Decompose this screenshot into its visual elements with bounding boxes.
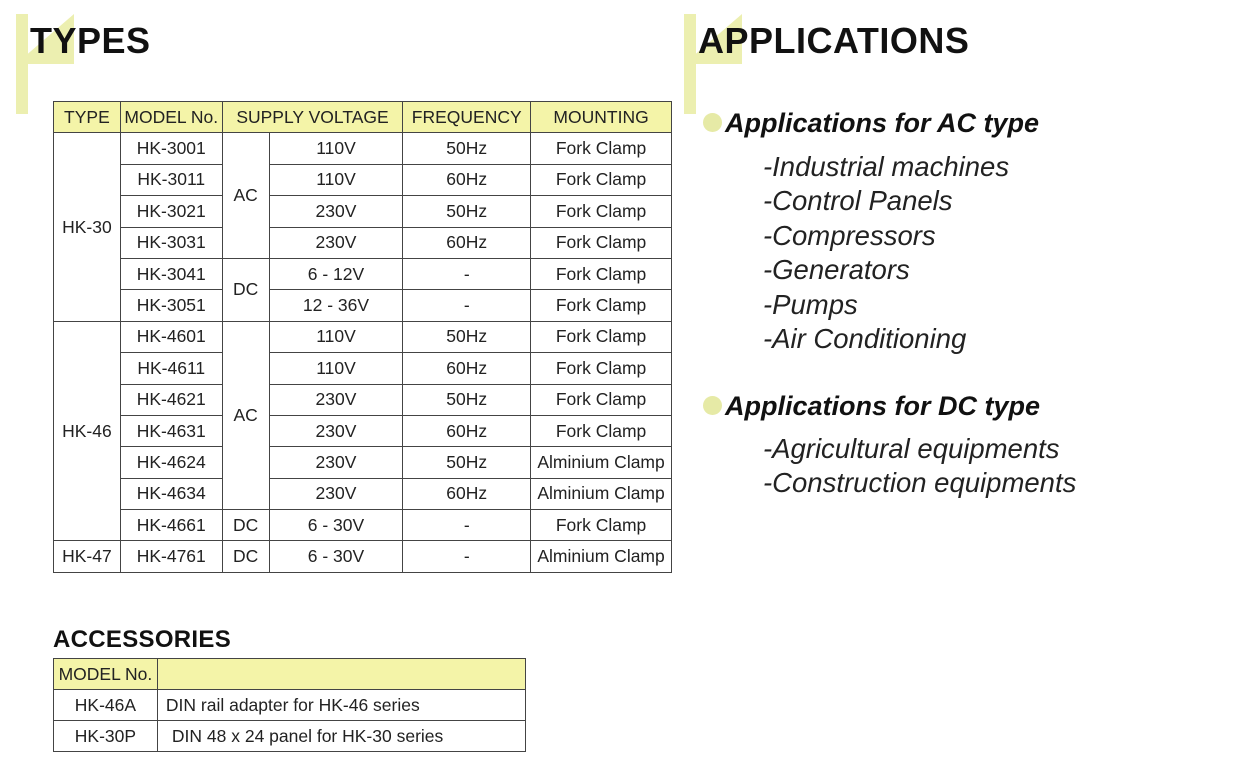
list-item: -Pumps — [763, 288, 858, 320]
voltage-cell: 110V — [269, 321, 403, 352]
voltage-cell: 230V — [269, 196, 403, 227]
table-row — [54, 290, 672, 321]
table-row — [54, 133, 672, 164]
list-item: -Construction equipments — [763, 467, 1077, 499]
voltage-cell: 230V — [269, 227, 403, 258]
table-row — [54, 384, 672, 415]
voltage-cell: 110V — [269, 164, 403, 195]
supply-cell: AC — [222, 133, 269, 259]
mounting-cell: Fork Clamp — [531, 415, 672, 446]
mounting-cell: Fork Clamp — [531, 353, 672, 384]
col-header-frequency: FREQUENCY — [403, 102, 531, 133]
model-cell: HK-3011 — [120, 164, 222, 195]
table-row — [54, 196, 672, 227]
supply-cell: AC — [222, 321, 269, 509]
bullet-icon — [703, 113, 722, 132]
model-cell: HK-3051 — [120, 290, 222, 321]
acc-col-header-description — [157, 659, 525, 690]
voltage-cell: 6 - 30V — [269, 541, 403, 572]
frequency-cell: 60Hz — [403, 164, 531, 195]
supply-cell: DC — [222, 510, 269, 541]
voltage-cell: 230V — [269, 447, 403, 478]
voltage-cell: 12 - 36V — [269, 290, 403, 321]
voltage-cell: 6 - 30V — [269, 510, 403, 541]
model-cell: HK-4631 — [120, 415, 222, 446]
model-cell: HK-4621 — [120, 384, 222, 415]
applications-dc-title — [703, 391, 1040, 422]
acc-description-cell: DIN 48 x 24 panel for HK-30 series — [157, 721, 525, 752]
col-header-mounting: MOUNTING — [531, 102, 672, 133]
col-header-supply-voltage: SUPPLY VOLTAGE — [222, 102, 403, 133]
accessories-heading: ACCESSORIES — [53, 626, 232, 653]
mounting-cell: Fork Clamp — [531, 290, 672, 321]
table-row — [54, 227, 672, 258]
mounting-cell: Fork Clamp — [531, 133, 672, 164]
bullet-icon — [703, 396, 722, 415]
heading-bar-decoration — [16, 14, 28, 114]
table-row — [54, 164, 672, 195]
model-cell: HK-3001 — [120, 133, 222, 164]
frequency-cell: 50Hz — [403, 384, 531, 415]
acc-model-cell: HK-30P — [54, 721, 158, 752]
frequency-cell: 60Hz — [403, 353, 531, 384]
applications-ac-title-text: Applications for AC type — [725, 108, 1040, 138]
list-item: -Compressors — [763, 219, 936, 251]
voltage-cell: 230V — [269, 415, 403, 446]
voltage-cell: 230V — [269, 478, 403, 509]
model-cell: HK-3031 — [120, 227, 222, 258]
mounting-cell: Alminium Clamp — [531, 541, 672, 572]
voltage-cell: 110V — [269, 133, 403, 164]
applications-ac-title — [703, 108, 1039, 139]
acc-col-header-model: MODEL No. — [54, 659, 158, 690]
mounting-cell: Fork Clamp — [531, 321, 672, 352]
list-item: -Generators — [763, 254, 910, 286]
table-row — [54, 541, 672, 572]
applications-ac-list — [763, 150, 1009, 356]
accessories-header-row — [54, 659, 526, 690]
applications-heading: APPLICATIONS — [698, 20, 970, 61]
voltage-cell: 230V — [269, 384, 403, 415]
types-heading: TYPES — [30, 20, 151, 61]
model-cell: HK-4611 — [120, 353, 222, 384]
applications-dc-title-text: Applications for DC type — [725, 391, 1041, 421]
list-item: -Air Conditioning — [763, 322, 967, 354]
table-row — [54, 510, 672, 541]
mounting-cell: Fork Clamp — [531, 510, 672, 541]
mounting-cell: Alminium Clamp — [531, 447, 672, 478]
mounting-cell: Fork Clamp — [531, 384, 672, 415]
frequency-cell: - — [403, 258, 531, 289]
voltage-cell: 110V — [269, 353, 403, 384]
model-cell: HK-3041 — [120, 258, 222, 289]
types-table — [53, 101, 672, 573]
list-item: -Control Panels — [763, 185, 953, 217]
model-cell: HK-4601 — [120, 321, 222, 352]
table-row — [54, 353, 672, 384]
list-item: -Agricultural equipments — [763, 433, 1060, 464]
col-header-model: MODEL No. — [120, 102, 222, 133]
model-cell: HK-4761 — [120, 541, 222, 572]
table-row — [54, 447, 672, 478]
acc-model-cell: HK-46A — [54, 690, 158, 721]
mounting-cell: Fork Clamp — [531, 196, 672, 227]
table-row — [54, 258, 672, 289]
applications-dc-list — [763, 432, 1076, 501]
frequency-cell: 60Hz — [403, 478, 531, 509]
acc-description-cell: DIN rail adapter for HK-46 series — [157, 690, 525, 721]
frequency-cell: 50Hz — [403, 447, 531, 478]
type-cell: HK-30 — [54, 133, 121, 321]
col-header-type: TYPE — [54, 102, 121, 133]
table-row — [54, 721, 526, 752]
frequency-cell: - — [403, 510, 531, 541]
mounting-cell: Fork Clamp — [531, 258, 672, 289]
type-cell: HK-47 — [54, 541, 121, 572]
table-row — [54, 690, 526, 721]
accessories-table — [53, 658, 526, 752]
mounting-cell: Fork Clamp — [531, 164, 672, 195]
supply-cell: DC — [222, 541, 269, 572]
frequency-cell: 50Hz — [403, 196, 531, 227]
frequency-cell: 60Hz — [403, 415, 531, 446]
frequency-cell: - — [403, 290, 531, 321]
model-cell: HK-4661 — [120, 510, 222, 541]
type-cell: HK-46 — [54, 321, 121, 541]
table-row — [54, 321, 672, 352]
mounting-cell: Fork Clamp — [531, 227, 672, 258]
types-table-header-row — [54, 102, 672, 133]
mounting-cell: Alminium Clamp — [531, 478, 672, 509]
model-cell: HK-4634 — [120, 478, 222, 509]
supply-cell: DC — [222, 258, 269, 321]
frequency-cell: 50Hz — [403, 321, 531, 352]
heading-bar-decoration — [684, 14, 696, 114]
frequency-cell: 60Hz — [403, 227, 531, 258]
frequency-cell: - — [403, 541, 531, 572]
model-cell: HK-3021 — [120, 196, 222, 227]
model-cell: HK-4624 — [120, 447, 222, 478]
table-row — [54, 478, 672, 509]
list-item: -Industrial machines — [763, 151, 1010, 182]
table-row — [54, 415, 672, 446]
voltage-cell: 6 - 12V — [269, 258, 403, 289]
frequency-cell: 50Hz — [403, 133, 531, 164]
